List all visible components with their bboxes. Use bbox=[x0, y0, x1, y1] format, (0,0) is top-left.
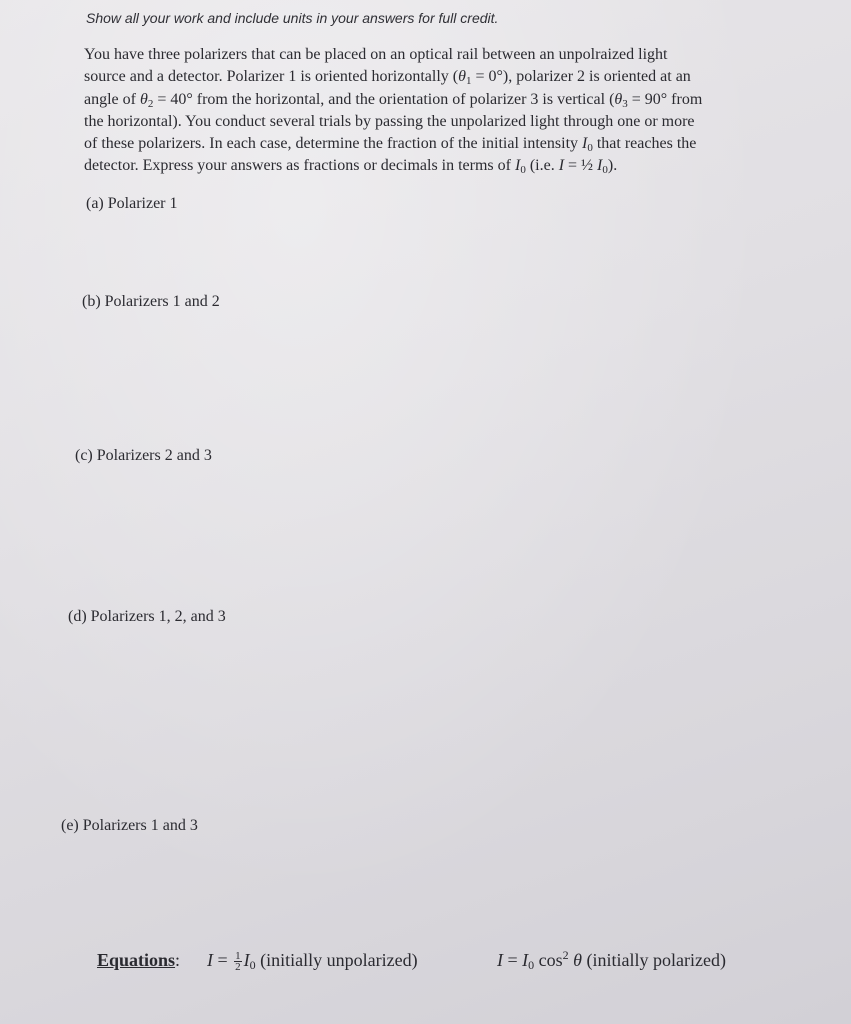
problem-line-2: source and a detector. Polarizer 1 is oriented horizontally $(\theta_1 = 0^\circ)$, polarizer 2 is oriented at an bbox=[84, 68, 691, 88]
part-c: (c) Polarizers 2 and 3 bbox=[75, 447, 212, 464]
problem-line-1: You have three polarizers that can be placed on an optical rail between an unpolraized light bbox=[84, 46, 668, 63]
part-b: (b) Polarizers 1 and 2 bbox=[82, 293, 220, 310]
instructions-header: Show all your work and include units in your answers for full credit. bbox=[86, 10, 499, 26]
equations-label: Equations: bbox=[97, 950, 181, 970]
part-a: (a) Polarizer 1 bbox=[86, 195, 178, 212]
problem-line-4: the horizontal). You conduct several trials by passing the unpolarized light through one or more bbox=[84, 112, 695, 130]
problem-line-6: detector. Express your answers as fractions or decimals in terms of $I_0$ (i.e. I = ½ $I_0$). bbox=[84, 157, 618, 177]
part-e: (e) Polarizers 1 and 3 bbox=[61, 817, 198, 834]
part-d: (d) Polarizers 1, 2, and 3 bbox=[68, 608, 226, 625]
problem-line-3: angle of $\theta_2 = 40^\circ$ from the horizontal, and the orientation of polarizer 3 is vertical ($\theta_3 = 90^\circ$ from bbox=[84, 90, 703, 110]
malus-law-equation: $I = I_0$ $\cos^2 \theta$ (initially polarized) bbox=[497, 948, 726, 972]
problem-statement bbox=[84, 44, 764, 178]
problem-line-5: of these polarizers. In each case, determine the fraction of the initial intensity $I_0$ that reaches the bbox=[84, 135, 697, 155]
unpolarized-equation: I = $\frac{1}{2}$ $I_0$ (initially unpolarized) bbox=[207, 950, 418, 974]
one-half-fraction: $\frac{1}{2}$ bbox=[235, 950, 241, 974]
equations-row bbox=[97, 948, 797, 974]
